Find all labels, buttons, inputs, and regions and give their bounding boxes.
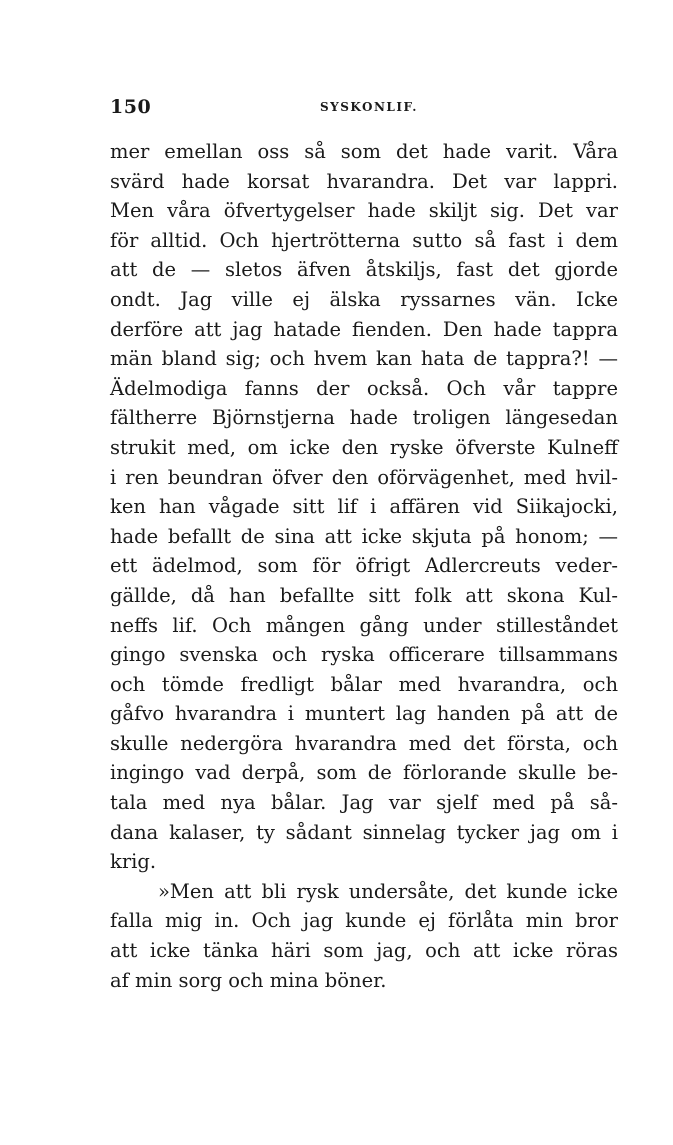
text-line: »Men att bli rysk undersåte, det kunde icke: [158, 879, 618, 903]
text-line: män bland sig; och hvem kan hata de tappra?! —: [110, 347, 618, 371]
text-line: ondt. Jag ville ej älska ryssarnes vän. Icke: [110, 287, 618, 311]
text-line: gällde, då han befallte sitt folk att skona Kul-: [110, 583, 618, 607]
text-line: Ädelmodiga fanns der också. Och vår tappre: [110, 376, 618, 400]
text-line: att icke tänka häri som jag, och att icke röras: [110, 939, 618, 963]
text-line: svärd hade korsat hvarandra. Det var lappri.: [110, 169, 618, 193]
text-line: att de — sletos äfven åtskiljs, fast det gjorde: [110, 258, 618, 282]
text-line: neffs lif. Och mången gång under stilleståndet: [110, 613, 618, 637]
text-line: af min sorg och mina böner.: [110, 968, 387, 992]
text-line: i ren beundran öfver den oförvägenhet, med hvil-: [110, 465, 618, 489]
text-line: och tömde fredligt bålar med hvarandra, och: [110, 672, 618, 696]
text-line: Men våra öfvertygelser hade skiljt sig. Det var: [110, 199, 618, 223]
text-line: fältherre Björnstjerna hade troligen längesedan: [110, 406, 618, 430]
text-line: tala med nya bålar. Jag var sjelf med på så-: [110, 791, 618, 815]
page-number: 150: [110, 96, 152, 118]
running-head: SYSKONLIF.: [320, 100, 418, 114]
text-line: ingingo vad derpå, som de förlorande skulle be-: [110, 761, 618, 785]
text-line: gingo svenska och ryska officerare tillsammans: [110, 643, 618, 667]
page-header: [110, 96, 620, 120]
text-line: strukit med, om icke den ryske öfverste Kulneff: [110, 435, 618, 459]
text-line: mer emellan oss så som det hade varit. Våra: [110, 140, 618, 163]
body-text: [110, 137, 618, 995]
text-line: dana kalaser, ty sådant sinnelag tycker jag om i: [110, 820, 618, 844]
text-line: hade befallt de sina att icke skjuta på honom; —: [110, 524, 618, 548]
text-line: ett ädelmod, som för öfrigt Adlercreuts veder-: [110, 554, 618, 578]
text-line: gåfvo hvarandra i muntert lag handen på att de: [110, 702, 618, 726]
text-line: ken han vågade sitt lif i affären vid Siikajocki,: [110, 495, 618, 519]
text-line: falla mig in. Och jag kunde ej förlåta min bror: [110, 909, 618, 933]
text-line: skulle nedergöra hvarandra med det första, och: [110, 731, 618, 755]
text-line: krig.: [110, 850, 157, 874]
text-line: för alltid. Och hjertrötterna sutto så fast i dem: [110, 228, 618, 252]
text-line: derföre att jag hatade fienden. Den hade tappra: [110, 317, 618, 341]
